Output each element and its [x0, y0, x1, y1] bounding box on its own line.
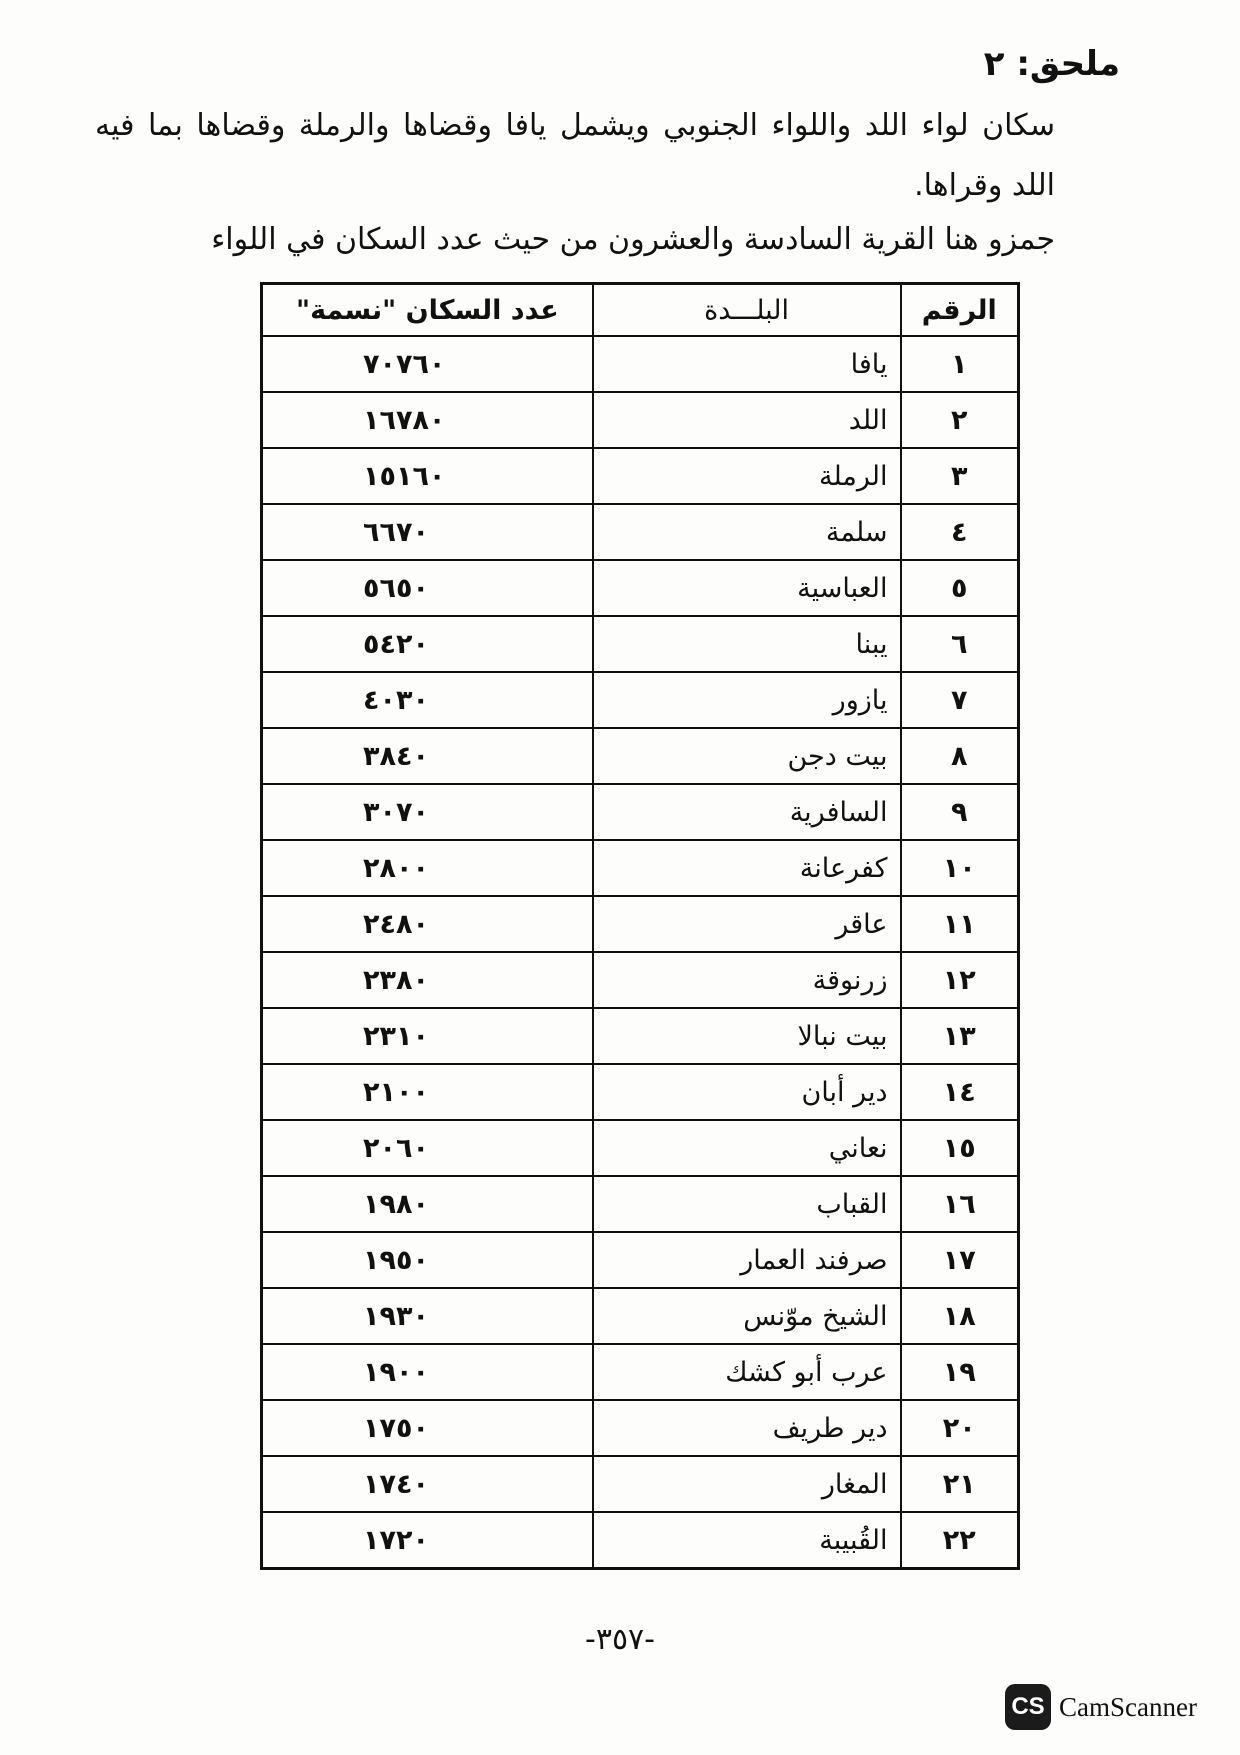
row-population: ١٧٥٠	[262, 1400, 593, 1456]
population-table	[260, 282, 1020, 1570]
row-town: اللد	[593, 392, 901, 448]
table-row	[262, 1344, 1019, 1400]
row-population: ٣٨٤٠	[262, 728, 593, 784]
row-number: ١٥	[901, 1120, 1019, 1176]
row-number: ١٢	[901, 952, 1019, 1008]
page-number: -٣٥٧-	[585, 1622, 655, 1657]
row-town: يبنا	[593, 616, 901, 672]
row-number: ٥	[901, 560, 1019, 616]
table-row	[262, 1456, 1019, 1512]
camscanner-logo-icon: CS	[1005, 1684, 1051, 1730]
row-population: ١٥١٦٠	[262, 448, 593, 504]
row-number: ١٨	[901, 1288, 1019, 1344]
header-town: البلـــدة	[593, 284, 901, 337]
row-population: ١٧٤٠	[262, 1456, 593, 1512]
row-population: ١٩٠٠	[262, 1344, 593, 1400]
row-number: ١٧	[901, 1232, 1019, 1288]
appendix-title: ملحق: ٢	[983, 44, 1120, 84]
row-population: ٥٤٢٠	[262, 616, 593, 672]
row-town: نعاني	[593, 1120, 901, 1176]
table-row	[262, 504, 1019, 560]
row-town: سلمة	[593, 504, 901, 560]
row-number: ٧	[901, 672, 1019, 728]
table-body	[262, 336, 1019, 1569]
row-number: ١١	[901, 896, 1019, 952]
table-row	[262, 1288, 1019, 1344]
header-number: الرقم	[901, 284, 1019, 337]
row-population: ٢٠٦٠	[262, 1120, 593, 1176]
row-number: ٦	[901, 616, 1019, 672]
row-number: ١٠	[901, 840, 1019, 896]
row-town: العباسية	[593, 560, 901, 616]
row-number: ١٣	[901, 1008, 1019, 1064]
row-number: ٢٢	[901, 1512, 1019, 1569]
row-number: ٢٠	[901, 1400, 1019, 1456]
row-number: ١٤	[901, 1064, 1019, 1120]
table-row	[262, 448, 1019, 504]
row-number: ٢	[901, 392, 1019, 448]
row-town: دير طريف	[593, 1400, 901, 1456]
row-number: ١	[901, 336, 1019, 392]
row-town: دير أبان	[593, 1064, 901, 1120]
row-town: يازور	[593, 672, 901, 728]
row-population: ١٦٧٨٠	[262, 392, 593, 448]
row-number: ٨	[901, 728, 1019, 784]
table-row	[262, 896, 1019, 952]
row-population: ٢٣١٠	[262, 1008, 593, 1064]
note-line: جمزو هنا القرية السادسة والعشرون من حيث عدد السكان في اللواء	[211, 222, 1055, 257]
row-population: ٢١٠٠	[262, 1064, 593, 1120]
row-town: زرنوقة	[593, 952, 901, 1008]
row-population: ٦٦٧٠	[262, 504, 593, 560]
row-town: عاقر	[593, 896, 901, 952]
row-town: عرب أبو كشك	[593, 1344, 901, 1400]
row-town: الشيخ موّنس	[593, 1288, 901, 1344]
table-row	[262, 1176, 1019, 1232]
table-row	[262, 560, 1019, 616]
row-population: ١٩٨٠	[262, 1176, 593, 1232]
table-row	[262, 784, 1019, 840]
row-town: يافا	[593, 336, 901, 392]
row-town: بيت نبالا	[593, 1008, 901, 1064]
row-number: ٣	[901, 448, 1019, 504]
camscanner-brand: CamScanner	[1059, 1691, 1197, 1722]
row-town: القُبيبة	[593, 1512, 901, 1569]
row-population: ٣٠٧٠	[262, 784, 593, 840]
row-population: ١٩٥٠	[262, 1232, 593, 1288]
camscanner-watermark	[1005, 1684, 1197, 1730]
table-row	[262, 952, 1019, 1008]
row-town: السافرية	[593, 784, 901, 840]
table-row	[262, 1232, 1019, 1288]
table-row	[262, 616, 1019, 672]
table-row	[262, 336, 1019, 392]
row-town: المغار	[593, 1456, 901, 1512]
table-row	[262, 1400, 1019, 1456]
row-number: ٩	[901, 784, 1019, 840]
table-row	[262, 1512, 1019, 1569]
table-header-row	[262, 284, 1019, 337]
row-town: القباب	[593, 1176, 901, 1232]
intro-paragraph: سكان لواء اللد واللواء الجنوبي ويشمل يافا وقضاها والرملة وقضاها بما فيه اللد وقراها.	[95, 108, 1055, 203]
table-row	[262, 728, 1019, 784]
row-number: ١٩	[901, 1344, 1019, 1400]
table-row	[262, 1008, 1019, 1064]
row-population: ٢٣٨٠	[262, 952, 593, 1008]
table-row	[262, 392, 1019, 448]
row-number: ٤	[901, 504, 1019, 560]
row-population: ٥٦٥٠	[262, 560, 593, 616]
row-population: ١٩٣٠	[262, 1288, 593, 1344]
row-number: ٢١	[901, 1456, 1019, 1512]
row-town: بيت دجن	[593, 728, 901, 784]
row-population: ٢٤٨٠	[262, 896, 593, 952]
header-population: عدد السكان "نسمة"	[262, 284, 593, 337]
row-population: ٢٨٠٠	[262, 840, 593, 896]
table-row	[262, 672, 1019, 728]
table-row	[262, 1064, 1019, 1120]
table-row	[262, 1120, 1019, 1176]
row-population: ٤٠٣٠	[262, 672, 593, 728]
row-town: الرملة	[593, 448, 901, 504]
row-population: ٧٠٧٦٠	[262, 336, 593, 392]
row-town: صرفند العمار	[593, 1232, 901, 1288]
row-town: كفرعانة	[593, 840, 901, 896]
table-row	[262, 840, 1019, 896]
row-number: ١٦	[901, 1176, 1019, 1232]
row-population: ١٧٢٠	[262, 1512, 593, 1569]
